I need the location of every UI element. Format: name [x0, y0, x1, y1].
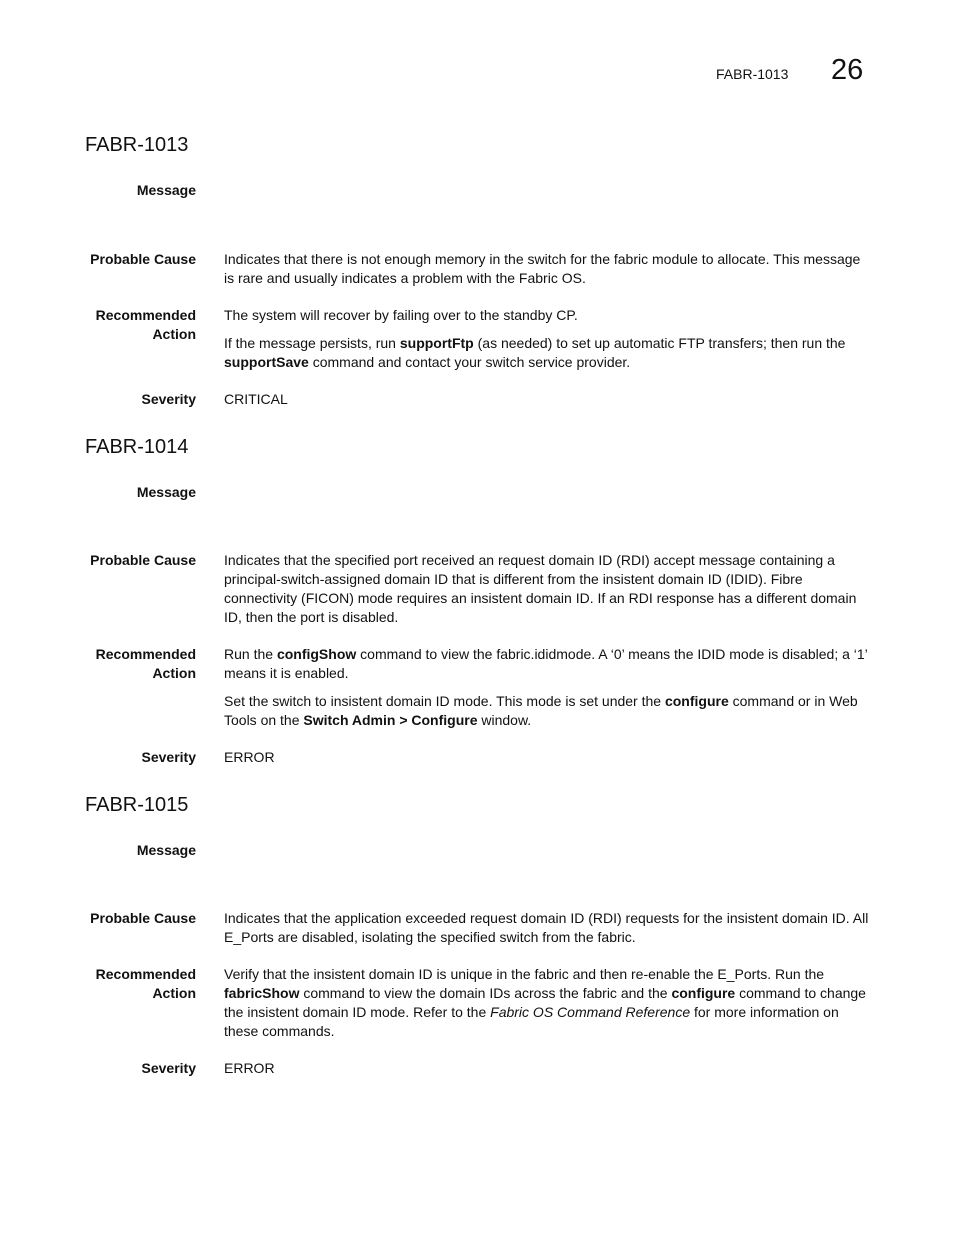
- command-supportsave: supportSave: [224, 354, 309, 370]
- section-title-fabr-1014: FABR-1014: [85, 436, 189, 458]
- recommended-action-label: Recommended Action: [95, 646, 196, 681]
- recommended-action-text: The system will recover by failing over to the standby CP. If the message persists, run supportFtp (as needed) to set up automatic FTP transfers; then run the supportSave command and contact your switch service provider.: [224, 307, 846, 370]
- command-configure: configure: [671, 985, 736, 1001]
- severity-value: CRITICAL: [224, 391, 288, 407]
- probable-cause-text: Indicates that the specified port received an request domain ID (RDI) accept message containing a principal-switch-assigned domain ID that is different from the insistent domain ID (IDID). Fibre connectivity (FICON) mode requires an insistent domain ID. If an RDI response has a different domain ID, then the port is disabled.: [224, 552, 857, 625]
- recommended-action-label: Recommended Action: [95, 966, 196, 1001]
- probable-cause-text: Indicates that the application exceeded request domain ID (RDI) requests for the insistent domain ID. All E_Ports are disabled, isolating the specified switch from the fabric.: [224, 910, 869, 945]
- severity-label: Severity: [141, 749, 196, 765]
- menu-path-switch-admin-configure: Switch Admin > Configure: [303, 712, 478, 728]
- chapter-number: 26: [831, 54, 864, 86]
- severity-value: ERROR: [224, 749, 275, 765]
- recommended-action-label: Recommended Action: [95, 307, 196, 342]
- message-label: Message: [136, 484, 196, 500]
- section-title-fabr-1013: FABR-1013: [85, 134, 189, 156]
- command-configure: configure: [664, 693, 729, 709]
- probable-cause-label: Probable Cause: [90, 552, 196, 568]
- recommended-action-text: Run the configShow command to view the fabric.ididmode. A ‘0’ means the IDID mode is disabled; a ‘1’ means it is enabled. Set the switch to insistent domain ID mode. This mode is set under the configure command or in Web Tools on the Switch Admin > Configure window.: [224, 646, 868, 728]
- probable-cause-text: Indicates that there is not enough memory in the switch for the fabric module to allocate. This message is rare and usually indicates a problem with the Fabric OS.: [224, 251, 861, 286]
- command-fabricshow: fabricShow: [224, 985, 300, 1001]
- recommended-action-text: Verify that the insistent domain ID is unique in the fabric and then re-enable the E_Ports. Run the fabricShow command to view the domain IDs across the fabric and the configure command to change the insistent domain ID mode. Refer to the Fabric OS Command Reference for more information on these commands.: [224, 966, 866, 1039]
- severity-value: ERROR: [224, 1060, 275, 1076]
- message-label: Message: [136, 842, 196, 858]
- running-header-label: FABR-1013: [716, 66, 789, 82]
- section-title-fabr-1015: FABR-1015: [85, 794, 189, 816]
- reference-title: Fabric OS Command Reference: [490, 1004, 691, 1020]
- probable-cause-label: Probable Cause: [90, 910, 196, 926]
- command-configshow: configShow: [276, 646, 357, 662]
- message-label: Message: [136, 182, 196, 198]
- severity-label: Severity: [141, 391, 196, 407]
- severity-label: Severity: [141, 1060, 196, 1076]
- command-supportftp: supportFtp: [399, 335, 474, 351]
- probable-cause-label: Probable Cause: [90, 251, 196, 267]
